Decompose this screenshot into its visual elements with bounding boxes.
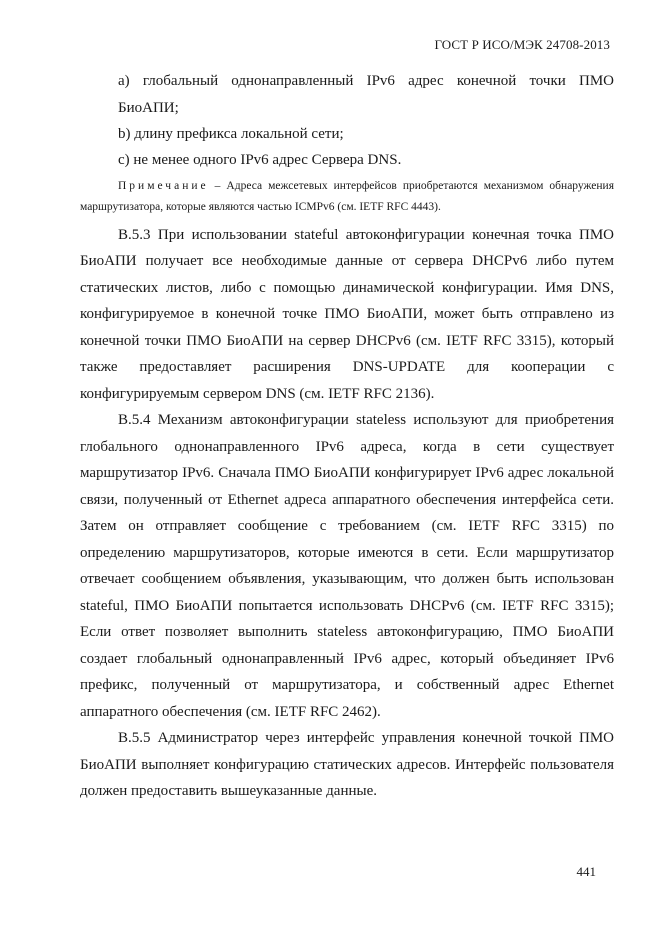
page-number: 441 <box>576 864 596 879</box>
paragraph-b54: В.5.4 Механизм автоконфигурации stateless используют для приобретения глобального однонаправленного IPv6 адреса, когда в сети существует маршрутизатор IPv6. Сначала ПМО БиоАПИ конфигурирует IPv6 адрес локальной связи, полученный от Ethernet адреса аппаратного обеспечения интерфейса сети. Затем он отправляет сообщение с требованием (см. IETF RFC 3315) по определению маршрутизаторов, которые имеются в сети. Если маршрутизатор отвечает сообщением объявления, указывающим, что должен быть использован stateful, ПМО БиоАПИ попытается использовать DHCPv6 (см. IETF RFC 3315); Если ответ позволяет выполнить stateless автоконфигурацию, ПМО БиоАПИ создает глобальный однонаправленный IPv6 адрес, который объединяет IPv6 префикс, полученный от маршрутизатора, и собственный адрес Ethernet аппаратного обеспечения (см. IETF RFC 2462). <box>80 412 614 720</box>
paragraph-b55: В.5.5 Администратор через интерфейс управления конечной точкой ПМО БиоАПИ выполняет конфигурацию статических адресов. Интерфейс пользователя должен предоставить вышеуказанные данные. <box>80 730 614 799</box>
note <box>80 176 614 218</box>
paragraph-b53: В.5.3 При использовании stateful автоконфигурации конечная точка ПМО БиоАПИ получает все необходимые данные от сервера DHCPv6 либо путем статических листов, либо с помощью динамической конфигурации. Имя DNS, конфигурируемое в конечной точке ПМО БиоАПИ, может быть отправлено из конечной точки ПМО БиоАПИ на сервер DHCPv6 (см. IETF RFC 3315), который также предоставляет расширения DNS-UPDATE для кооперации с конфигурируемым сервером DNS (см. IETF RFC 2136). <box>80 226 614 402</box>
list-item-b: b) длину префикса локальной сети; <box>118 125 344 142</box>
note-label: Примечание <box>118 179 209 192</box>
list-item-c: с) не менее одного IPv6 адрес Сервера DNS. <box>118 152 402 168</box>
document-header: ГОСТ Р ИСО/МЭК 24708-2013 <box>434 37 610 52</box>
list-item-a: а) глобальный однонаправленный IPv6 адрес конечной точки ПМО <box>118 73 614 89</box>
list-item-a-continuation: БиоАПИ; <box>118 99 179 116</box>
page-body <box>80 68 614 805</box>
note-text: – Адреса межсетевых интерфейсов приобретаются механизмом обнаружения маршрутизатора, которые являются частью ICMPv6 (см. IETF RFC 4443). <box>80 179 614 213</box>
